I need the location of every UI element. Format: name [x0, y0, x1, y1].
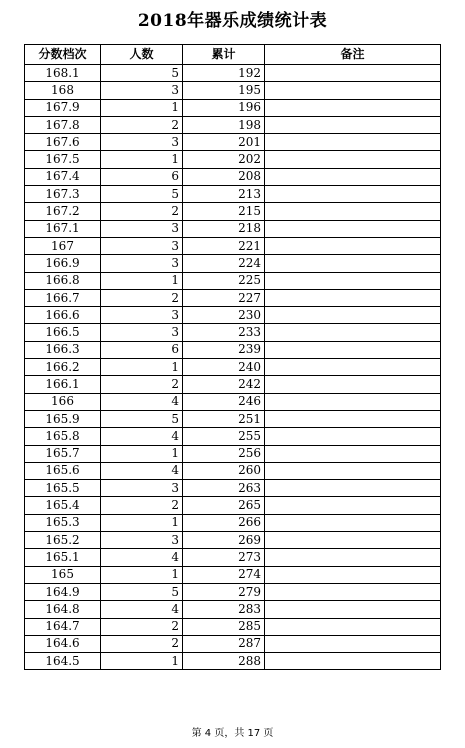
table-row: [25, 116, 441, 133]
table-row: [25, 341, 441, 358]
note-cell: [265, 65, 441, 82]
cumulative-cell: 233: [183, 324, 265, 341]
table-row: [25, 583, 441, 600]
column-header-count: 人数: [101, 45, 183, 65]
table-row: [25, 532, 441, 549]
table-row: [25, 393, 441, 410]
cumulative-cell: 213: [183, 186, 265, 203]
count-cell: 1: [101, 99, 183, 116]
count-cell: 1: [101, 272, 183, 289]
note-cell: [265, 186, 441, 203]
score-cell: 164.6: [25, 635, 101, 652]
score-cell: 166.9: [25, 255, 101, 272]
score-cell: 167.8: [25, 116, 101, 133]
score-cell: 165.3: [25, 514, 101, 531]
score-cell: 166.2: [25, 359, 101, 376]
note-cell: [265, 583, 441, 600]
note-cell: [265, 307, 441, 324]
note-cell: [265, 497, 441, 514]
score-cell: 165.7: [25, 445, 101, 462]
table-row: [25, 566, 441, 583]
score-cell: 167.1: [25, 220, 101, 237]
table-row: [25, 65, 441, 82]
score-cell: 166.1: [25, 376, 101, 393]
cumulative-cell: 230: [183, 307, 265, 324]
cumulative-cell: 274: [183, 566, 265, 583]
score-cell: 166.8: [25, 272, 101, 289]
table-row: [25, 168, 441, 185]
note-cell: [265, 220, 441, 237]
count-cell: 3: [101, 324, 183, 341]
count-cell: 3: [101, 255, 183, 272]
count-cell: 6: [101, 341, 183, 358]
note-cell: [265, 272, 441, 289]
table-row: [25, 445, 441, 462]
table-row: [25, 324, 441, 341]
cumulative-cell: 246: [183, 393, 265, 410]
cumulative-cell: 221: [183, 237, 265, 254]
cumulative-cell: 266: [183, 514, 265, 531]
column-header-cumulative: 累计: [183, 45, 265, 65]
count-cell: 5: [101, 186, 183, 203]
count-cell: 5: [101, 410, 183, 427]
count-cell: 4: [101, 601, 183, 618]
table-row: [25, 601, 441, 618]
cumulative-cell: 260: [183, 462, 265, 479]
count-cell: 1: [101, 514, 183, 531]
table-row: [25, 220, 441, 237]
note-cell: [265, 134, 441, 151]
table-row: [25, 151, 441, 168]
count-cell: 1: [101, 151, 183, 168]
cumulative-cell: 202: [183, 151, 265, 168]
cumulative-cell: 225: [183, 272, 265, 289]
score-cell: 166: [25, 393, 101, 410]
table-row: [25, 514, 441, 531]
note-cell: [265, 116, 441, 133]
table-row: [25, 99, 441, 116]
count-cell: 2: [101, 116, 183, 133]
note-cell: [265, 480, 441, 497]
note-cell: [265, 151, 441, 168]
cumulative-cell: 265: [183, 497, 265, 514]
note-cell: [265, 359, 441, 376]
count-cell: 3: [101, 220, 183, 237]
score-cell: 165.9: [25, 410, 101, 427]
cumulative-cell: 256: [183, 445, 265, 462]
note-cell: [265, 289, 441, 306]
score-cell: 164.5: [25, 653, 101, 670]
count-cell: 3: [101, 82, 183, 99]
cumulative-cell: 240: [183, 359, 265, 376]
note-cell: [265, 428, 441, 445]
note-cell: [265, 549, 441, 566]
table-row: [25, 186, 441, 203]
table-row: [25, 272, 441, 289]
cumulative-cell: 192: [183, 65, 265, 82]
count-cell: 3: [101, 307, 183, 324]
table-row: [25, 237, 441, 254]
count-cell: 4: [101, 428, 183, 445]
score-cell: 165.8: [25, 428, 101, 445]
count-cell: 2: [101, 289, 183, 306]
note-cell: [265, 462, 441, 479]
score-cell: 166.6: [25, 307, 101, 324]
table-row: [25, 410, 441, 427]
table-row: [25, 82, 441, 99]
cumulative-cell: 201: [183, 134, 265, 151]
note-cell: [265, 255, 441, 272]
score-cell: 167: [25, 237, 101, 254]
note-cell: [265, 341, 441, 358]
score-cell: 166.7: [25, 289, 101, 306]
cumulative-cell: 288: [183, 653, 265, 670]
table-row: [25, 653, 441, 670]
count-cell: 4: [101, 549, 183, 566]
table-row: [25, 255, 441, 272]
table-row: [25, 359, 441, 376]
cumulative-cell: 251: [183, 410, 265, 427]
score-cell: 166.3: [25, 341, 101, 358]
score-cell: 167.4: [25, 168, 101, 185]
cumulative-cell: 218: [183, 220, 265, 237]
count-cell: 2: [101, 203, 183, 220]
score-cell: 167.5: [25, 151, 101, 168]
count-cell: 2: [101, 376, 183, 393]
score-cell: 165: [25, 566, 101, 583]
count-cell: 3: [101, 532, 183, 549]
table-row: [25, 289, 441, 306]
cumulative-cell: 285: [183, 618, 265, 635]
table-row: [25, 635, 441, 652]
note-cell: [265, 445, 441, 462]
score-cell: 168.1: [25, 65, 101, 82]
score-cell: 165.1: [25, 549, 101, 566]
cumulative-cell: 242: [183, 376, 265, 393]
table-row: [25, 497, 441, 514]
cumulative-cell: 279: [183, 583, 265, 600]
count-cell: 5: [101, 583, 183, 600]
note-cell: [265, 376, 441, 393]
table-row: [25, 376, 441, 393]
count-cell: 4: [101, 393, 183, 410]
table-body: [25, 65, 441, 670]
score-cell: 166.5: [25, 324, 101, 341]
note-cell: [265, 514, 441, 531]
cumulative-cell: 208: [183, 168, 265, 185]
score-cell: 165.2: [25, 532, 101, 549]
count-cell: 3: [101, 480, 183, 497]
count-cell: 6: [101, 168, 183, 185]
note-cell: [265, 393, 441, 410]
cumulative-cell: 263: [183, 480, 265, 497]
count-cell: 1: [101, 359, 183, 376]
note-cell: [265, 168, 441, 185]
note-cell: [265, 653, 441, 670]
note-cell: [265, 82, 441, 99]
count-cell: 1: [101, 445, 183, 462]
count-cell: 2: [101, 618, 183, 635]
cumulative-cell: 283: [183, 601, 265, 618]
note-cell: [265, 532, 441, 549]
note-cell: [265, 203, 441, 220]
cumulative-cell: 215: [183, 203, 265, 220]
score-cell: 165.5: [25, 480, 101, 497]
score-cell: 165.4: [25, 497, 101, 514]
table-row: [25, 203, 441, 220]
cumulative-cell: 287: [183, 635, 265, 652]
note-cell: [265, 601, 441, 618]
table-row: [25, 549, 441, 566]
table-row: [25, 480, 441, 497]
score-cell: 168: [25, 82, 101, 99]
score-statistics-table: [24, 44, 441, 670]
table-row: [25, 618, 441, 635]
count-cell: 2: [101, 497, 183, 514]
cumulative-cell: 195: [183, 82, 265, 99]
count-cell: 4: [101, 462, 183, 479]
score-cell: 165.6: [25, 462, 101, 479]
note-cell: [265, 618, 441, 635]
cumulative-cell: 224: [183, 255, 265, 272]
count-cell: 3: [101, 134, 183, 151]
table-row: [25, 134, 441, 151]
score-cell: 167.3: [25, 186, 101, 203]
note-cell: [265, 566, 441, 583]
page-footer: 第 4 页，共 17 页: [191, 728, 274, 739]
count-cell: 3: [101, 237, 183, 254]
count-cell: 2: [101, 635, 183, 652]
table-header-row: [25, 45, 441, 65]
count-cell: 5: [101, 65, 183, 82]
note-cell: [265, 99, 441, 116]
score-cell: 164.7: [25, 618, 101, 635]
score-cell: 164.8: [25, 601, 101, 618]
score-cell: 167.9: [25, 99, 101, 116]
cumulative-cell: 269: [183, 532, 265, 549]
cumulative-cell: 239: [183, 341, 265, 358]
note-cell: [265, 635, 441, 652]
score-cell: 164.9: [25, 583, 101, 600]
cumulative-cell: 198: [183, 116, 265, 133]
count-cell: 1: [101, 653, 183, 670]
table-row: [25, 428, 441, 445]
score-cell: 167.6: [25, 134, 101, 151]
table-row: [25, 307, 441, 324]
cumulative-cell: 196: [183, 99, 265, 116]
note-cell: [265, 410, 441, 427]
page-title: 2018年器乐成绩统计表: [137, 11, 328, 31]
column-header-note: 备注: [265, 45, 441, 65]
note-cell: [265, 324, 441, 341]
cumulative-cell: 255: [183, 428, 265, 445]
cumulative-cell: 227: [183, 289, 265, 306]
score-cell: 167.2: [25, 203, 101, 220]
table-row: [25, 462, 441, 479]
count-cell: 1: [101, 566, 183, 583]
note-cell: [265, 237, 441, 254]
column-header-score: 分数档次: [25, 45, 101, 65]
cumulative-cell: 273: [183, 549, 265, 566]
